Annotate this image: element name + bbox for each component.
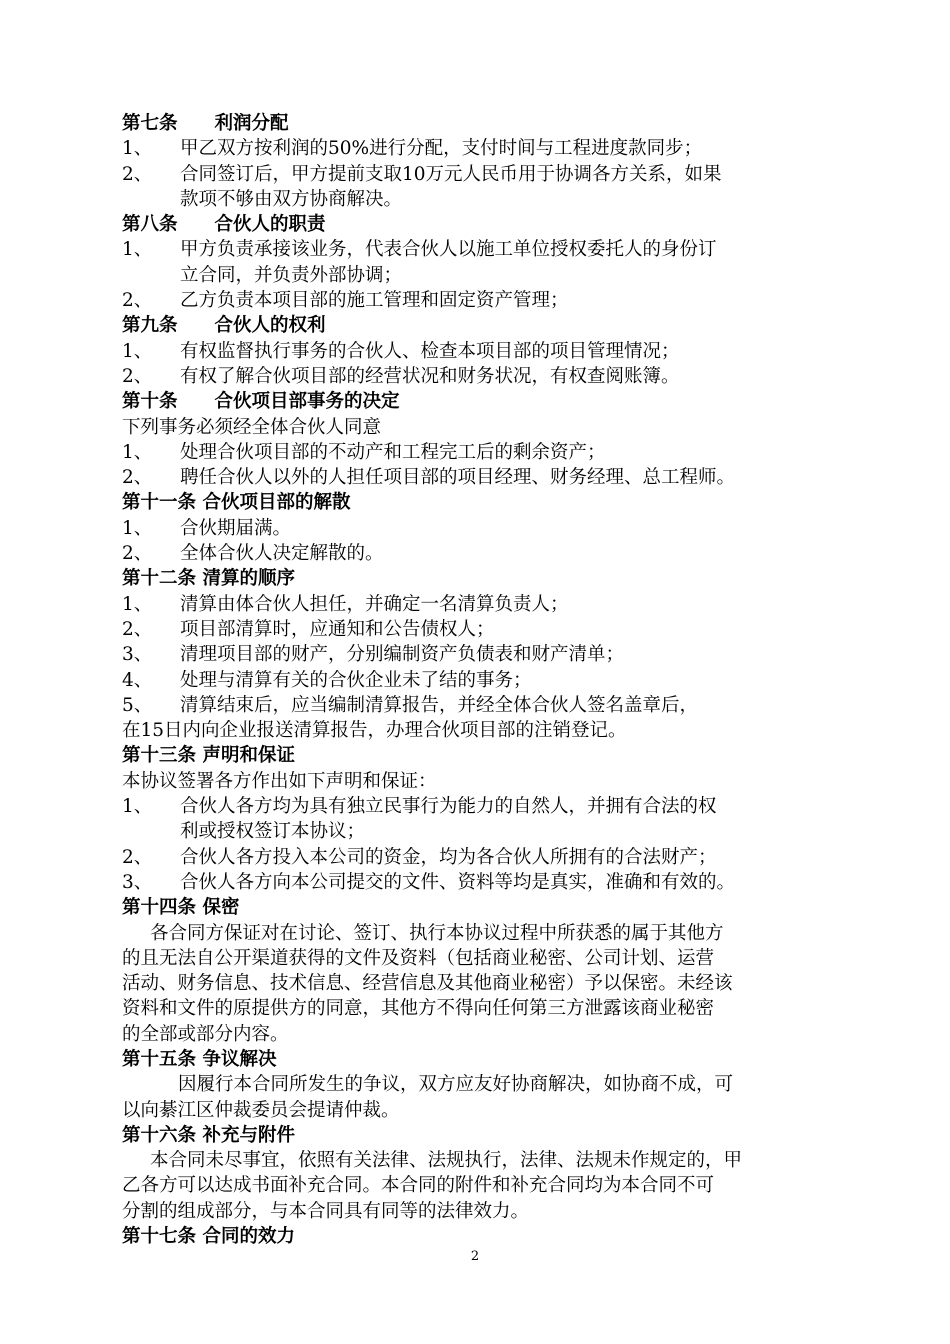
paragraph-line: 各合同方保证对在讨论、签订、执行本协议过程中所获悉的属于其他方 (150, 922, 724, 944)
article-11-heading: 第十一条 合伙项目部的解散 (122, 492, 351, 514)
list-item-continuation: 利或授权签订本协议； (180, 821, 366, 843)
list-item-continuation: 立合同，并负责外部协调； (180, 264, 403, 286)
list-item: 1、 有权监督执行事务的合伙人、检查本项目部的项目管理情况； (122, 340, 680, 362)
article-14-heading: 第十四条 保密 (122, 897, 240, 919)
list-item: 2、 项目部清算时，应通知和公告债权人； (122, 618, 495, 640)
article-10-heading: 第十条 合伙项目部事务的决定 (122, 391, 400, 413)
paragraph-line: 资料和文件的原提供方的同意，其他方不得向任何第三方泄露该商业秘密 (122, 998, 715, 1020)
list-item: 1、 合伙人各方均为具有独立民事行为能力的自然人，并拥有合法的权 (122, 796, 717, 818)
paragraph-line: 分割的组成部分，与本合同具有同等的法律效力。 (122, 1200, 530, 1222)
list-item: 3、 清理项目部的财产，分别编制资产负债表和财产清单； (122, 644, 625, 666)
list-item: 2、 乙方负责本项目部的施工管理和固定资产管理； (122, 290, 569, 312)
list-item: 1、 清算由体合伙人担任，并确定一名清算负责人； (122, 593, 569, 615)
list-item: 1、 合伙期届满。 (122, 517, 292, 539)
list-item-continuation: 款项不够由双方协商解决。 (180, 188, 403, 210)
list-item: 3、 合伙人各方向本公司提交的文件、资料等均是真实，准确和有效的。 (122, 871, 736, 893)
paragraph-line: 本合同未尽事宜，依照有关法律、法规执行，法律、法规未作规定的，甲 (150, 1150, 743, 1172)
list-item: 4、 处理与清算有关的合伙企业未了结的事务； (122, 669, 532, 691)
list-item: 2、 聘任合伙人以外的人担任项目部的项目经理、财务经理、总工程师。 (122, 467, 736, 489)
article-intro: 本协议签署各方作出如下声明和保证： (122, 770, 437, 792)
article-intro: 下列事务必须经全体合伙人同意 (122, 416, 382, 438)
article-13-heading: 第十三条 声明和保证 (122, 745, 295, 767)
article-15-heading: 第十五条 争议解决 (122, 1048, 277, 1070)
list-item: 2、 全体合伙人决定解散的。 (122, 543, 384, 565)
paragraph-line: 的全部或部分内容。 (122, 1023, 289, 1045)
article-9-heading: 第九条 合伙人的权利 (122, 315, 326, 337)
article-7-heading: 第七条 利润分配 (122, 113, 289, 134)
list-item: 1、 甲方负责承接该业务，代表合伙人以施工单位授权委托人的身份订 (122, 239, 717, 261)
article-12-heading: 第十二条 清算的顺序 (122, 568, 295, 590)
list-item: 2、 合同签订后，甲方提前支取10万元人民币用于协调各方关系，如果 (122, 163, 722, 185)
list-item: 2、 有权了解合伙项目部的经营状况和财务状况，有权查阅账簿。 (122, 365, 680, 387)
list-item: 2、 合伙人各方投入本公司的资金，均为各合伙人所拥有的合法财产； (122, 846, 717, 868)
list-item: 5、 清算结束后，应当编制清算报告，并经全体合伙人签名盖章后， (122, 694, 699, 716)
list-item-continuation: 在15日内向企业报送清算报告，办理合伙项目部的注销登记。 (122, 720, 627, 742)
page-number: 2 (470, 1249, 480, 1264)
paragraph-line: 活动、财务信息、技术信息、经营信息及其他商业秘密）予以保密。未经该 (122, 973, 733, 995)
list-item: 1、 处理合伙项目部的不动产和工程完工后的剩余资产； (122, 441, 606, 463)
paragraph-line: 乙各方可以达成书面补充合同。本合同的附件和补充合同均为本合同不可 (122, 1175, 715, 1197)
article-8-heading: 第八条 合伙人的职责 (122, 214, 326, 236)
paragraph-line: 因履行本合同所发生的争议，双方应友好协商解决，如协商不成，可 (178, 1074, 734, 1096)
paragraph-line: 的且无法自公开渠道获得的文件及资料（包括商业秘密、公司计划、运营 (122, 947, 715, 969)
article-16-heading: 第十六条 补充与附件 (122, 1124, 295, 1146)
document-page (122, 111, 832, 1249)
paragraph-line: 以向綦江区仲裁委员会提请仲裁。 (122, 1099, 400, 1121)
article-17-heading: 第十七条 合同的效力 (122, 1226, 295, 1248)
list-item: 1、 甲乙双方按利润的50%进行分配，支付时间与工程进度款同步； (122, 138, 703, 160)
